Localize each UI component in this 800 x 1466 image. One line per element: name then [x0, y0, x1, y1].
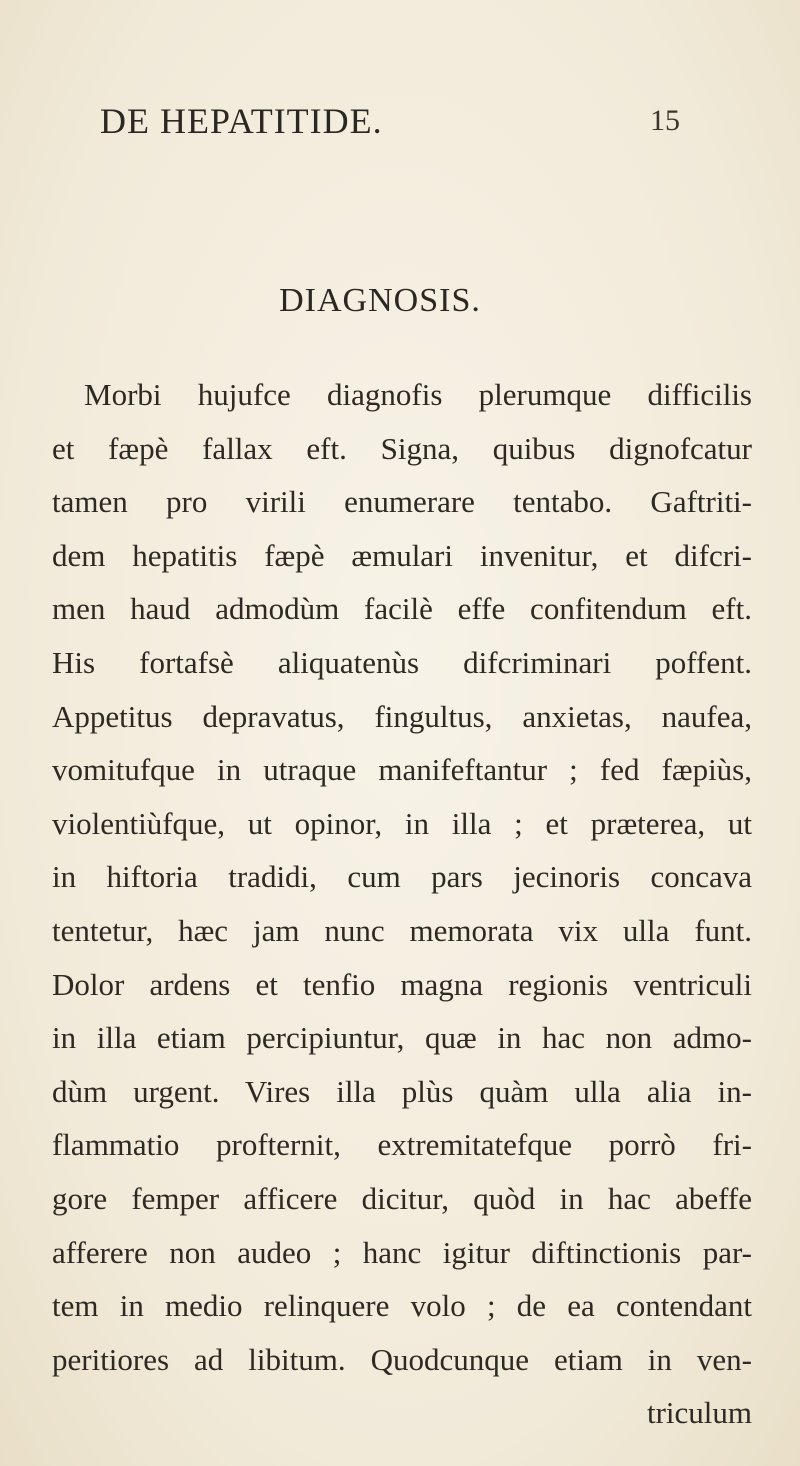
text-line: violentiùfque, ut opinor, in illa ; et prætereа, ut — [52, 805, 752, 841]
running-head — [100, 100, 680, 150]
body-text — [52, 368, 752, 1440]
text-line: men haud admodùm facilè effe confitendum eft. — [52, 591, 752, 627]
text-line: vomitufque in utraque manifeftantur ; fed fæpiùs, — [52, 752, 752, 788]
text-line: Appetitus depravatus, fingultus, anxietas, naufea, — [52, 698, 752, 734]
text-line: tamen pro virili enumerare tentabo. Gaftriti- — [52, 484, 752, 520]
text-line: dùm urgent. Vires illa plùs quàm ulla alia in- — [52, 1073, 752, 1109]
text-line: afferere non audeo ; hanc igitur diftinctionis par- — [52, 1234, 752, 1270]
text-line: peritiores ad libitum. Quodcunque etiam in ven- — [52, 1341, 752, 1377]
text-line: in illa etiam percipiuntur, quæ in hac non admo- — [52, 1020, 752, 1056]
text-line: tentetur, hæc jam nunc memorata vix ulla funt. — [52, 912, 752, 948]
section-heading: DIAGNOSIS. — [279, 282, 481, 319]
page-number: 15 — [650, 104, 680, 137]
running-title: DE HEPATITIDE. — [100, 101, 383, 141]
text-line: His fortafsè aliquatenùs difcriminari poffent. — [52, 644, 752, 680]
text-line: Dolor ardens et tenfio magna regionis ventriculi — [52, 966, 752, 1002]
catchword: triculum — [646, 1395, 752, 1431]
text-line: in hiftoria tradidi, cum pars jecinoris concava — [52, 859, 752, 895]
text-line: et fæpè fallax eft. Signa, quibus dignofcatur — [52, 430, 752, 466]
text-line: flammatio profternit, extremitatefque porrò fri- — [52, 1127, 752, 1163]
text-line: gore femper afficere dicitur, quòd in hac abeffe — [52, 1180, 752, 1216]
text-line: tem in medio relinquere volo ; de ea contendant — [52, 1288, 752, 1324]
text-line: dem hepatitis fæpè æmulari invenitur, et difcri- — [52, 537, 752, 573]
text-line: Morbi hujufce diagnofis plerumque difficilis — [84, 377, 752, 412]
